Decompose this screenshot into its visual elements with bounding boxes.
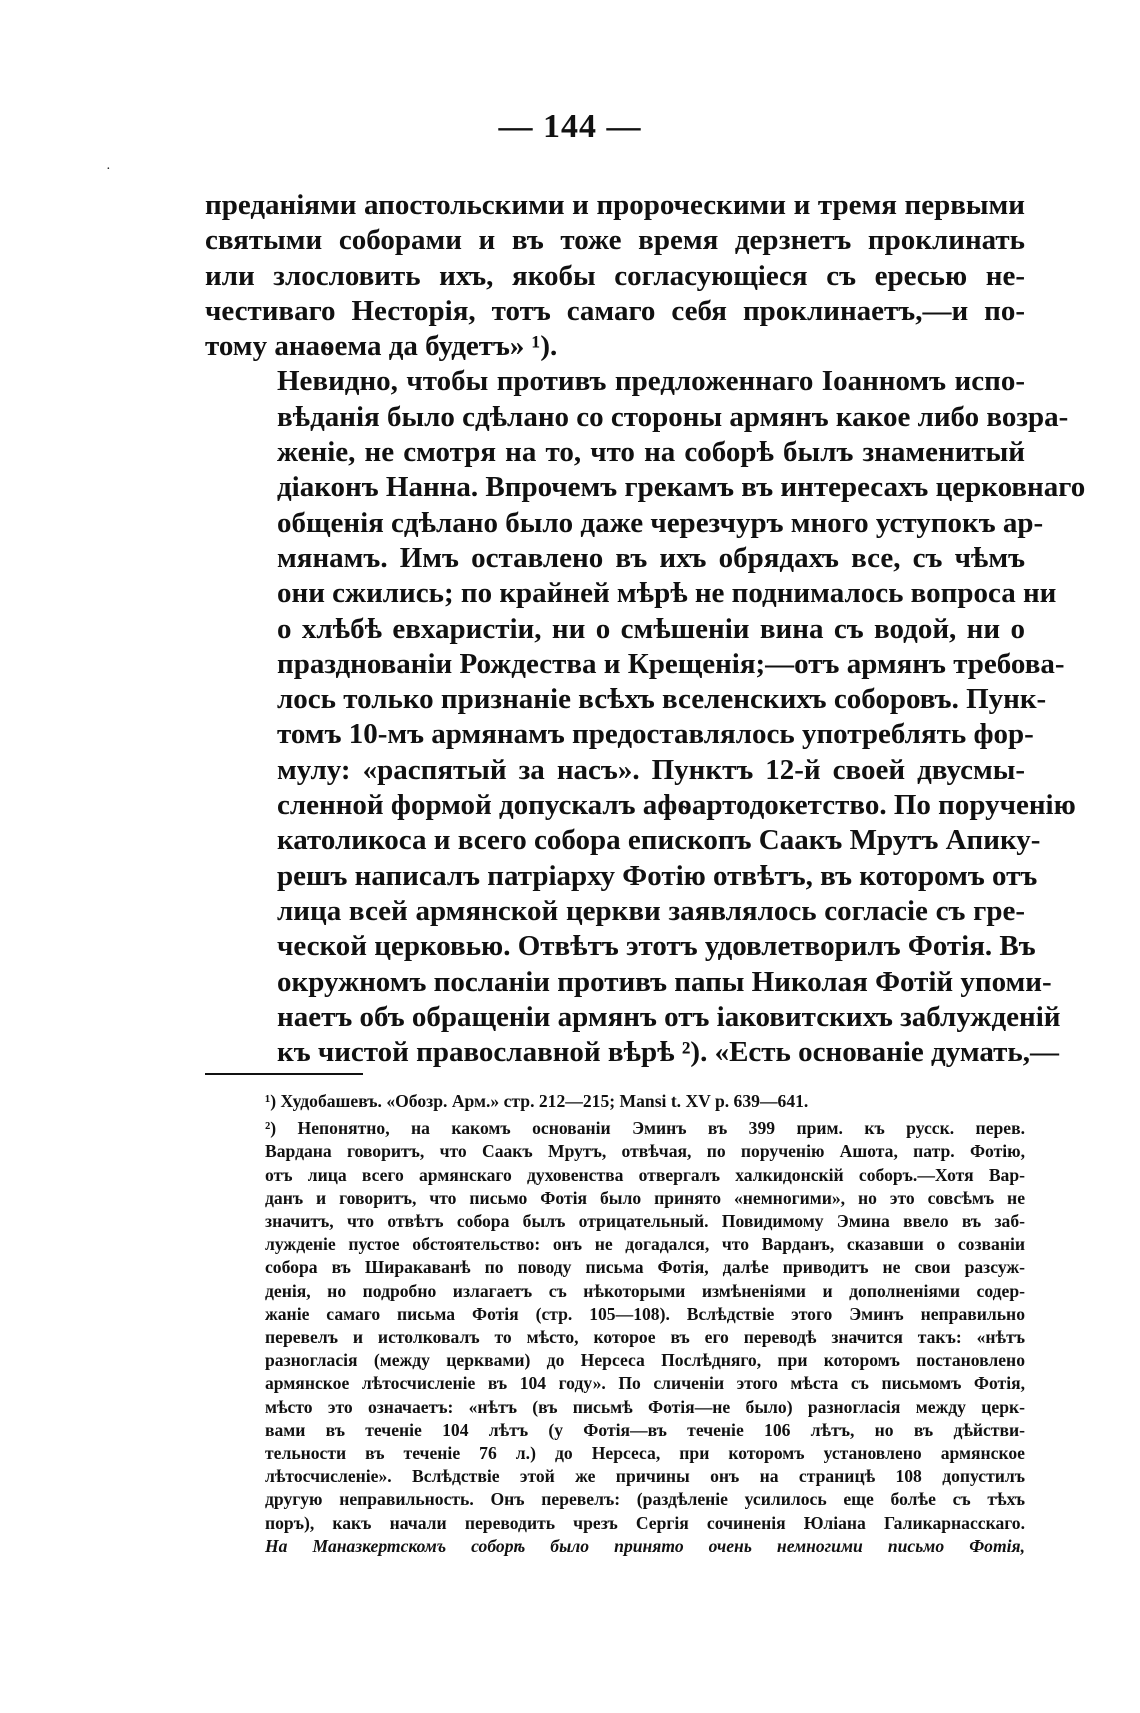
footnote-line: тельности въ теченіе 76 л.) до Нерсеса, при которомъ установлено армянское [265,1443,1025,1464]
stray-ink-mark: · [106,162,111,177]
text-line: тому анаѳема да будетъ» ¹). [205,330,558,363]
footnote-line: поръ), какъ начали переводить чрезъ Сергія сочиненія Юліана Галикарнасскаго. [265,1512,1025,1533]
text-line: или злословить ихъ, якобы согласующіеся съ ересью не- [205,259,1025,292]
text-line: женіе, не смотря на то, что на соборѣ былъ знаменитый [277,436,1025,469]
text-line: мулу: «распятый за насъ». Пунктъ 12-й своей двусмы- [277,753,1025,786]
text-line: мянамъ. Имъ оставлено въ ихъ обрядахъ все, съ чѣмъ [277,541,1025,574]
footnote-line: денія, но подробно излагаетъ съ нѣкоторыми измѣненіями и дополненіями содер- [265,1280,1025,1301]
text-line: честиваго Несторія, тотъ самаго себя проклинаетъ,—и по- [205,294,1025,327]
text-line: святыми соборами и въ тоже время дерзнетъ проклинать [205,224,1025,257]
footnote-line: значитъ, что отвѣтъ собора былъ отрицательный. Повидимому Эмина ввело въ заб- [265,1211,1025,1232]
footnote-line: разногласія (между церквами) до Нерсеса Послѣдняго, при которомъ постановлено [265,1350,1025,1371]
text-line: о хлѣбѣ евхаристіи, ни о смѣшеніи вина съ водой, ни о [277,612,1025,645]
paragraph-2 [205,364,1086,1070]
footnote-line: собора въ Ширакаванѣ по поводу письма Фотія, далѣе приводитъ не свои разсуж- [265,1257,1025,1278]
footnotes [205,1090,1025,1558]
footnote-line: вами въ теченіе 104 лѣтъ (у Фотія—въ теченіе 106 лѣтъ, но въ дѣйстви- [265,1419,1025,1440]
text-line: Невидно, чтобы противъ предложеннаго Іоанномъ испо- [277,365,1025,398]
text-line: вѣданія было сдѣлано со стороны армянъ какое либо возра- [277,400,1069,433]
footnote-line: другую неправильность. Онъ перевелъ: (раздѣленіе усилилось еще болѣе съ тѣхъ [265,1489,1025,1510]
page-number: — 144 — [498,108,642,145]
footnote-line: На Маназкертскомъ соборѣ было принято очень немногими письмо Фотія, [265,1535,1025,1556]
text-line: діаконъ Нанна. Впрочемъ грекамъ въ интересахъ церковнаго [277,471,1086,504]
text-line: решъ написалъ патріарху Фотію отвѣтъ, въ которомъ отъ [277,859,1038,892]
text-line: окружномъ посланіи противъ папы Николая Фотій упоми- [277,965,1052,998]
footnote-line: Вардана говоритъ, что Саакъ Мрутъ, отвѣчая, по порученію Ашота, патр. Фотію, [265,1141,1025,1162]
footnote-2 [205,1117,1025,1558]
footnote-divider [205,1073,363,1075]
text-line: томъ 10-мъ армянамъ предоставлялось употреблять фор- [277,718,1034,751]
text-line: преданіями апостольскими и пророческими и тремя первыми [205,189,1025,221]
text-line: лица всей армянской церкви заявлялось согласіе съ гре- [277,894,1025,927]
main-text [205,188,1086,1070]
footnote-line: лѣтосчисленіе». Вслѣдствіе этой же причины онъ на страницѣ 108 допустилъ [265,1466,1025,1487]
footnote-line: армянское лѣтосчисленіе въ 104 году». По сличеніи этого мѣста съ письмомъ Фотія, [265,1373,1025,1394]
text-line: католикоса и всего собора епископъ Саакъ Мрутъ Апику- [277,824,1041,857]
text-line: наетъ объ обращеніи армянъ отъ іаковитскихъ заблужденій [277,1000,1061,1033]
text-line: общенія сдѣлано было даже черезчуръ много уступокъ ар- [277,506,1044,539]
footnote-line: данъ и говоритъ, что письмо Фотія было принято «немногими», но это совсѣмъ не [265,1187,1025,1208]
footnote-line: лужденіе пустое обстоятельство: онъ не догадался, что Варданъ, сказавши о созваніи [265,1234,1025,1255]
text-line: къ чистой православной вѣрѣ ²). «Есть основаніе думать,— [277,1036,1059,1069]
text-line: сленной формой допускалъ афѳартодокетство. По порученію [277,789,1076,822]
text-line: празднованіи Рождества и Крещенія;—отъ армянъ требова- [277,647,1065,680]
footnote-line: мѣсто это означаетъ: «нѣтъ (въ письмѣ Фотія—не было) разногласія между церк- [265,1396,1025,1417]
text-line: лось только признаніе всѣхъ вселенскихъ соборовъ. Пунк- [277,683,1047,716]
footnote-line: жаніе самаго письма Фотія (стр. 105—108). Вслѣдствіе этого Эминъ неправильно [265,1303,1025,1324]
text-line: они сжились; по крайней мѣрѣ не поднималось вопроса ни [277,577,1057,610]
footnote-1: ¹) Худобашевъ. «Обозр. Арм.» стр. 212—215; Mansi t. XV p. 639—641. [265,1091,809,1111]
paragraph-1 [205,188,1025,364]
text-line: ческой церковью. Отвѣтъ этотъ удовлетворилъ Фотія. Въ [277,930,1036,963]
footnote-line: перевелъ и истолковалъ то мѣсто, которое въ его переводѣ значится такъ: «нѣтъ [265,1327,1025,1348]
footnote-line: отъ лица всего армянскаго духовенства отвергалъ халкидонскій соборъ.—Хотя Вар- [265,1164,1025,1185]
footnote-line: ²) Непонятно, на какомъ основаніи Эминъ въ 399 прим. къ русск. перев. [265,1118,1025,1139]
